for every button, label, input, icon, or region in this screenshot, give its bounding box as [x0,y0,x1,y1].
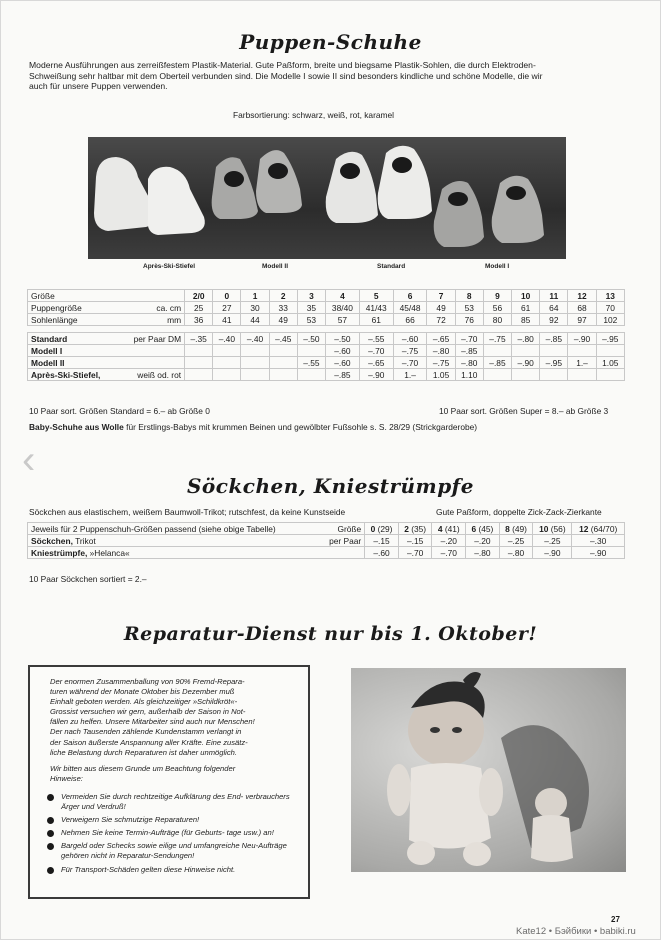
table-cell: 85 [512,314,540,326]
table-cell: 97 [568,314,596,326]
color-assortment: Farbsortierung: schwarz, weiß, rot, karamel [233,110,395,120]
table-cell: –.55 [359,333,393,345]
table-cell: 64 [540,302,568,314]
size-header-cell: 4 [326,290,360,302]
table-cell: –.90 [359,369,393,381]
size-header-cell: 5 [359,290,393,302]
table-cell: 25 [185,302,213,314]
table-cell [213,369,241,381]
spacer-row [28,326,625,333]
list-item [46,865,301,875]
row-label: Modell I [28,345,120,357]
row-label: Standard [28,333,120,345]
doll-illustration [351,668,626,872]
shoes-illustration [88,137,566,259]
table-cell: –.70 [393,357,427,369]
row-unit: per Paar DM [119,333,184,345]
row-label: Sohlenlänge [28,314,120,326]
hint-text: Vermeiden Sie durch rechtzeitige Aufklärung des End- verbrauchers Ärger und Verdruß! [61,792,290,812]
table-cell: –.85 [483,357,511,369]
table-cell: 61 [359,314,393,326]
table-cell [185,357,213,369]
table-cell: 57 [326,314,360,326]
section-title-repair: Reparatur-Dienst nur bis 1. Oktober! [123,623,538,645]
table-row [28,369,625,381]
table-cell [483,345,511,357]
socks-shoe-size: (49) [512,523,527,534]
shoe-size-table [27,289,625,381]
socks-shoe-size: (45) [478,523,494,534]
table-cell: 33 [269,302,297,314]
socks-header-label: Jeweils für 2 Puppenschuh-Größen passend (siehe obige Tabelle) [28,523,320,535]
table-cell: 102 [596,314,624,326]
table-cell: 27 [213,302,241,314]
table-cell: –.30 [572,535,625,547]
table-cell: 92 [540,314,568,326]
table-cell [213,357,241,369]
list-item [46,815,301,825]
table-cell [241,369,269,381]
socks-size-cell [398,523,432,535]
socks-shoe-size: (64/70) [590,523,618,534]
baby-shoes-note [29,422,477,432]
socks-size: 0 [370,523,376,534]
table-cell: –.90 [512,357,540,369]
table-cell: 44 [241,314,269,326]
section-title-socks: Söckchen, Kniestrümpfe [186,474,475,498]
table-cell [596,345,624,357]
size-header-label: Größe [28,290,185,302]
table-cell [269,357,297,369]
table-cell: 53 [297,314,325,326]
socks-header-row [28,523,625,535]
table-cell: –.20 [432,535,466,547]
socks-intro: Söckchen aus elastischem, weißem Baumwoll-Trikot; rutschfest, da keine Kunstseide [29,507,346,517]
row-unit: ca. cm [119,302,184,314]
table-cell [540,345,568,357]
socks-size-cell [466,523,500,535]
list-item [46,792,301,812]
table-cell: –.85 [455,345,483,357]
previous-page-arrow-icon[interactable]: ‹ [22,438,36,482]
table-row [28,357,625,369]
hint-text: Verweigern Sie schmutzige Reparaturen! [61,815,200,825]
hint-text: Für Transport-Schäden gelten diese Hinweise nicht. [61,864,236,874]
super-note: 10 Paar sort. Größen Super = 8.– ab Größe 3 [439,406,609,416]
shoes-photo [88,137,566,259]
table-cell [241,357,269,369]
notice-line: liche Belastung durch Reparaturen ist daher unmöglich. [50,747,237,757]
baby-shoes-text: für Erstlings-Babys mit krummen Beinen und gewölbter Fußsohle s. S. 28/29 (Strickgarderobe) [123,422,478,432]
table-cell: –.65 [427,333,455,345]
table-cell: –.80 [427,345,455,357]
bullet-icon [47,794,54,801]
table-cell: 80 [483,314,511,326]
socks-fit: Gute Paßform, doppelte Zick-Zack-Zierkante [436,507,602,517]
row-label-rest: »Helanca« [87,547,130,558]
notice-line: fällen zu helfen. Unsere Mitarbeiter sind auch nur Menschen! [50,717,255,727]
table-cell: 76 [455,314,483,326]
table-cell [241,345,269,357]
intro-line: Moderne Ausführungen aus zerreißfestem Plastik-Material. Gute Paßform, breite und biegsame Plastik-Sohlen, die durch Elektroden- [29,60,536,70]
table-cell: 41/43 [359,302,393,314]
standard-note: 10 Paar sort. Größen Standard = 6.– ab Größe 0 [29,406,210,416]
socks-shoe-size: (29) [377,523,393,534]
table-cell [269,345,297,357]
table-cell: 1.10 [455,369,483,381]
table-cell [297,345,325,357]
row-label-bold: Söckchen, [31,535,73,546]
socks-size: 10 [539,523,549,534]
table-cell: –.50 [326,333,360,345]
table-row [28,302,625,314]
row-label-rest: Trikot [72,535,96,546]
table-cell: –.20 [466,535,500,547]
notice-line: Wir bitten aus diesem Grunde um Beachtung folgender [50,763,236,773]
doll-photo [351,668,626,872]
socks-size-cell [365,523,399,535]
row-label: Après-Ski-Stiefel, [28,369,120,381]
table-cell: –.15 [398,535,432,547]
socks-size: 12 [579,523,589,534]
table-cell: 1.– [393,369,427,381]
table-cell: –.15 [365,535,399,547]
table-row [28,345,625,357]
table-cell: –.60 [326,345,360,357]
row-unit: per Paar [320,535,365,547]
section-title-shoes: Puppen-Schuhe [239,30,422,54]
row-unit [119,345,184,357]
watermark: Kate12 • Бэйбики • babiki.ru [516,926,636,937]
table-cell [269,369,297,381]
repair-hints-list [46,792,301,878]
table-cell: –.40 [241,333,269,345]
table-cell: –.85 [326,369,360,381]
notice-line: Der enormen Zusammenballung von 90% Fremd-Repara- [50,677,245,686]
size-header-cell: 12 [568,290,596,302]
spacer-cell [28,326,625,333]
socks-size-label: Größe [320,523,365,535]
table-cell: 35 [297,302,325,314]
size-header-cell: 6 [393,290,427,302]
baby-shoes-label: Baby-Schuhe aus Wolle [29,422,124,432]
table-cell: 72 [427,314,455,326]
socks-size-cell [499,523,533,535]
shoes-intro [29,60,639,92]
table-cell: –.70 [398,547,432,559]
table-cell: 41 [213,314,241,326]
table-cell [596,369,624,381]
row-label [28,535,320,547]
table-cell: –.75 [427,357,455,369]
caption-standard: Standard [377,263,406,270]
table-cell: –.70 [432,547,466,559]
size-header-cell: 8 [455,290,483,302]
socks-size: 6 [471,523,477,534]
table-cell: 36 [185,314,213,326]
table-cell: –.80 [466,547,500,559]
table-cell: –.60 [326,357,360,369]
table-cell: –.80 [499,547,533,559]
table-cell: 66 [393,314,427,326]
socks-shoe-size: (35) [411,523,427,534]
table-cell: –.90 [533,547,572,559]
socks-size: 8 [505,523,510,534]
size-header-cell: 0 [213,290,241,302]
table-cell: –.90 [568,333,596,345]
socks-size: 4 [437,523,443,534]
list-item [46,828,301,838]
table-cell: 68 [568,302,596,314]
table-cell [512,345,540,357]
table-cell: 1.05 [596,357,624,369]
socks-table [27,522,625,559]
table-cell: –.25 [533,535,572,547]
caption-apres-ski: Après-Ski-Stiefel [143,263,196,270]
intro-line: auch für unsere Puppen verwenden. [29,81,168,92]
table-cell: 49 [427,302,455,314]
row-unit [119,357,184,369]
socks-size-cell [572,523,625,535]
socks-shoe-size: (56) [550,523,566,534]
table-row [28,535,625,547]
list-item [46,841,301,861]
table-cell: –.70 [359,345,393,357]
intro-line: Schweißung sehr haltbar mit dem Oberteil verbunden sind. Die Modelle I sowie II sind besonders kindliche und schöne Modelle, die wir [29,70,543,81]
table-row [28,314,625,326]
caption-modell-1: Modell I [485,263,510,270]
socks-size-cell [432,523,466,535]
table-cell: –.35 [185,333,213,345]
row-label-bold: Kniestrümpfe, [31,547,88,558]
table-cell: 1.05 [427,369,455,381]
table-cell: –.95 [540,357,568,369]
table-cell [185,369,213,381]
table-cell: 49 [269,314,297,326]
size-header-cell: 3 [297,290,325,302]
table-cell: –.80 [455,357,483,369]
table-cell [540,369,568,381]
table-cell: –.50 [297,333,325,345]
socks-size-cell [533,523,572,535]
row-label: Modell II [28,357,120,369]
table-cell: 56 [483,302,511,314]
notice-line: Der nach Tausenden zählende Kundenstamm verlangt in [50,727,242,737]
table-cell: –.70 [455,333,483,345]
table-cell: –.95 [596,333,624,345]
table-cell [568,369,596,381]
table-cell [297,369,325,381]
bullet-icon [47,830,54,837]
table-cell: –.80 [512,333,540,345]
table-cell: 45/48 [393,302,427,314]
row-label: Puppengröße [28,302,120,314]
table-cell: –.40 [213,333,241,345]
size-header-cell: 9 [483,290,511,302]
socks-shoe-size: (41) [444,523,460,534]
repair-notice-text [50,677,298,784]
table-cell: –.75 [393,345,427,357]
notice-line: Grossist versuchen wir gern, außerhalb der Saison in Not- [50,707,246,717]
row-unit: mm [119,314,184,326]
table-cell: 61 [512,302,540,314]
table-cell: –.60 [393,333,427,345]
size-header-cell: 2/0 [185,290,213,302]
table-cell: –.55 [297,357,325,369]
notice-line: turen während der Monate Oktober bis Dezember muß [50,687,235,697]
table-cell [185,345,213,357]
table-cell [483,369,511,381]
caption-modell-2: Modell II [262,263,288,270]
size-header-cell: 10 [512,290,540,302]
repair-notice-box [28,665,310,899]
table-cell [512,369,540,381]
hint-text: Nehmen Sie keine Termin-Aufträge (für Geburts- tage usw.) an! [61,828,274,838]
table-cell: –.25 [499,535,533,547]
size-header-cell: 11 [540,290,568,302]
table-cell: 1.– [568,357,596,369]
table-cell: –.75 [483,333,511,345]
table-cell: –.65 [359,357,393,369]
table-row [28,333,625,345]
table-row [28,547,625,559]
table-cell: –.85 [540,333,568,345]
size-header-cell: 7 [427,290,455,302]
bullet-icon [47,843,54,850]
size-header-cell: 13 [596,290,624,302]
notice-line: der Saison äußerste Anspannung aller Kräfte. Eine zusätz- [50,737,248,747]
table-cell: 30 [241,302,269,314]
table-cell [568,345,596,357]
socks-note: 10 Paar Söckchen sortiert = 2.– [29,574,147,584]
table-cell: –.60 [365,547,399,559]
bullet-icon [47,817,54,824]
row-unit [320,547,365,559]
table-cell: 70 [596,302,624,314]
size-header-cell: 1 [241,290,269,302]
notice-line: Einhalt geboten werden. Als gleichzeitiger »Schildkröt«- [50,697,238,707]
table-cell [213,345,241,357]
notice-line: Hinweise: [50,773,83,783]
page-number: 27 [611,915,620,924]
bullet-icon [47,867,54,874]
row-unit: weiß od. rot [119,369,184,381]
table-cell: –.90 [572,547,625,559]
table-cell: –.45 [269,333,297,345]
socks-size: 2 [404,523,409,534]
size-header-row [28,290,625,302]
row-label [28,547,320,559]
table-cell: 53 [455,302,483,314]
hint-text: Bargeld oder Schecks sowie eilige und umfangreiche Neu-Aufträge gehören nicht in Reparatur-Sendungen! [61,841,287,861]
table-cell: 38/40 [326,302,360,314]
size-header-cell: 2 [269,290,297,302]
